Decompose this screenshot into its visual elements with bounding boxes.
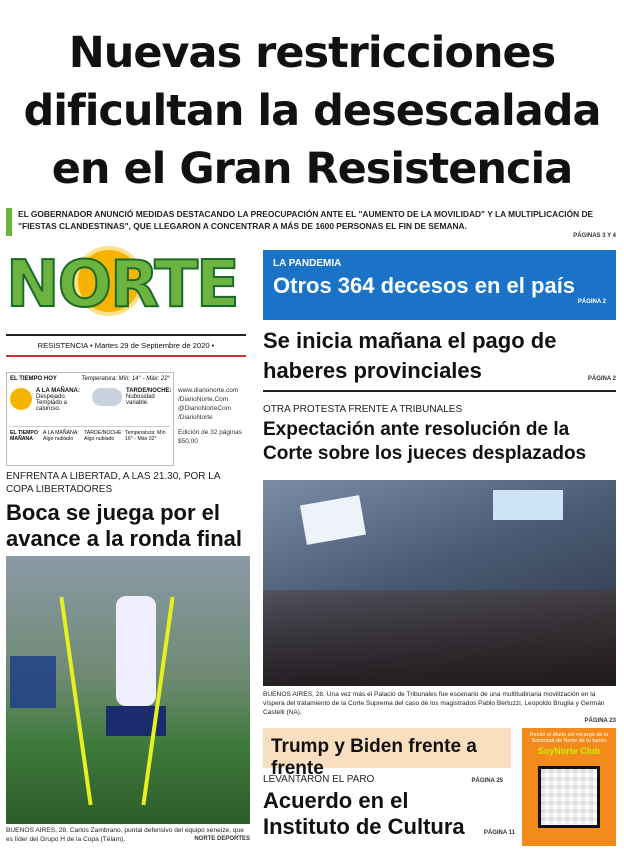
headline-line-2: dificultan la desescalada	[23, 86, 601, 136]
morning-desc: Despejado. Templado a caluroso.	[36, 394, 68, 412]
qr-code-icon[interactable]	[538, 766, 600, 828]
cultura-title[interactable]: Acuerdo en el Instituto de Cultura	[263, 788, 465, 839]
promo-text: Recibí el diario sin recargo de la Sociedad de Norte de tu barrio	[529, 732, 609, 744]
trump-title: Trump y Biden frente a frente	[271, 736, 477, 779]
cloud-icon	[92, 388, 122, 406]
tomorrow-title: EL TIEMPO MAÑANA	[10, 430, 38, 442]
web-link[interactable]: www.diarionorte.com	[178, 387, 239, 394]
cultura-kicker: LEVANTARON EL PARO	[263, 774, 375, 785]
corte-kicker: OTRA PROTESTA FRENTE A TRIBUNALES	[263, 404, 463, 415]
cultura-page: PÁGINA 11	[483, 830, 515, 836]
weather-title: EL TIEMPO HOY	[10, 376, 57, 382]
side-info	[178, 386, 248, 446]
subheadline-page: PÁGINAS 3 Y 4	[573, 233, 616, 239]
trump-page: PÁGINA 25	[471, 778, 503, 784]
boca-title[interactable]: Boca se juega por el avance a la ronda final	[6, 500, 242, 551]
pandemia-title: Otros 364 decesos en el país	[273, 273, 576, 298]
crowd	[263, 590, 616, 686]
headline-line-3: en el Gran Resistencia	[51, 144, 573, 194]
subheadline-text: EL GOBERNADOR ANUNCIÓ MEDIDAS DESTACANDO LA PREOCUPACIÓN ANTE EL "AUMENTO DE LA MOVILIDAD" Y LA MULTIPLICACIÓN DE "FIESTAS CLANDESTINAS", QUE LLEGARON A CONCENTRAR A MÁS DE 1600 PERSONAS EL FIN DE SEMANA.	[18, 209, 594, 231]
headline-line-1: Nuevas restricciones	[68, 28, 556, 78]
night-desc: Nubosidad variable.	[126, 394, 155, 406]
corte-page: PÁGINA 23	[584, 718, 616, 724]
twitter-link[interactable]: @DiarioNorteCom	[178, 405, 232, 412]
subheadline	[6, 208, 616, 239]
training-pole	[59, 597, 92, 806]
boca-kicker: ENFRENTA A LIBERTAD, A LAS 21.30, POR LA COPA LIBERTADORES	[6, 471, 220, 495]
logo-text: NORTE	[6, 248, 238, 322]
promo-box[interactable]	[522, 728, 616, 846]
protest-sign	[300, 495, 366, 545]
facebook-link[interactable]: /DiarioNorte.Com	[178, 396, 229, 403]
boca-caption: BUENOS AIRES, 28. Carlos Zambrano, puntal defensivo del equipo xeneize, que es líder del Grupo H de la Copa (Télam).	[6, 827, 244, 843]
edition: Edición de 32 páginas	[178, 429, 242, 436]
boca-photo	[6, 556, 250, 824]
flag	[493, 490, 563, 520]
weather-temps: Temperatura: Mín: 14° - Máx: 22°	[81, 376, 170, 382]
adidas-board	[10, 656, 56, 708]
haberes-title[interactable]: Se inicia mañana el pago de haberes provinciales	[263, 328, 557, 383]
tomorrow-morning: A LA MAÑANA: Algo nublado	[43, 430, 79, 442]
player-figure	[116, 596, 156, 706]
masthead-logo	[6, 246, 246, 324]
pandemia-kicker: LA PANDEMIA	[273, 258, 342, 269]
pandemia-box[interactable]	[263, 250, 616, 320]
sun-icon	[10, 388, 32, 410]
tomorrow-temps: Temperatura: Mín 16° - Máx 32°	[125, 430, 166, 442]
night-label: TARDE/NOCHE:	[126, 388, 172, 394]
pandemia-page: PÁGINA 2	[577, 299, 606, 305]
corte-caption: BUENOS AIRES, 28. Una vez más el Palacio de Tribunales fue escenario de una multitudinaria movilización en la víspera del tratamiento de la Corte Suprema del caso de los magistrados Pablo Bertuzzi, Leopoldo Bruglia y Germán Castelli (NA).	[263, 691, 605, 716]
weather-box	[6, 372, 174, 466]
tomorrow-night: TARDE/NOCHE: Algo nublado	[84, 430, 123, 442]
dateline: RESISTENCIA • Martes 29 de Septiembre de 2020 •	[6, 334, 246, 357]
green-accent-bar	[6, 208, 12, 236]
price: $50,00	[178, 438, 198, 445]
corte-photo	[263, 480, 616, 686]
divider	[263, 390, 616, 392]
morning-label: A LA MAÑANA:	[36, 388, 80, 394]
haberes-page: PÁGINA 2	[587, 376, 616, 382]
main-headline	[8, 24, 616, 198]
promo-club: SoyNorte Club	[537, 746, 601, 756]
boca-section: NORTE DEPORTES	[194, 836, 250, 842]
corte-title[interactable]: Expectación ante resolución de la Corte sobre los jueces desplazados	[263, 419, 587, 464]
instagram-link[interactable]: /DiarioNorte	[178, 414, 213, 421]
